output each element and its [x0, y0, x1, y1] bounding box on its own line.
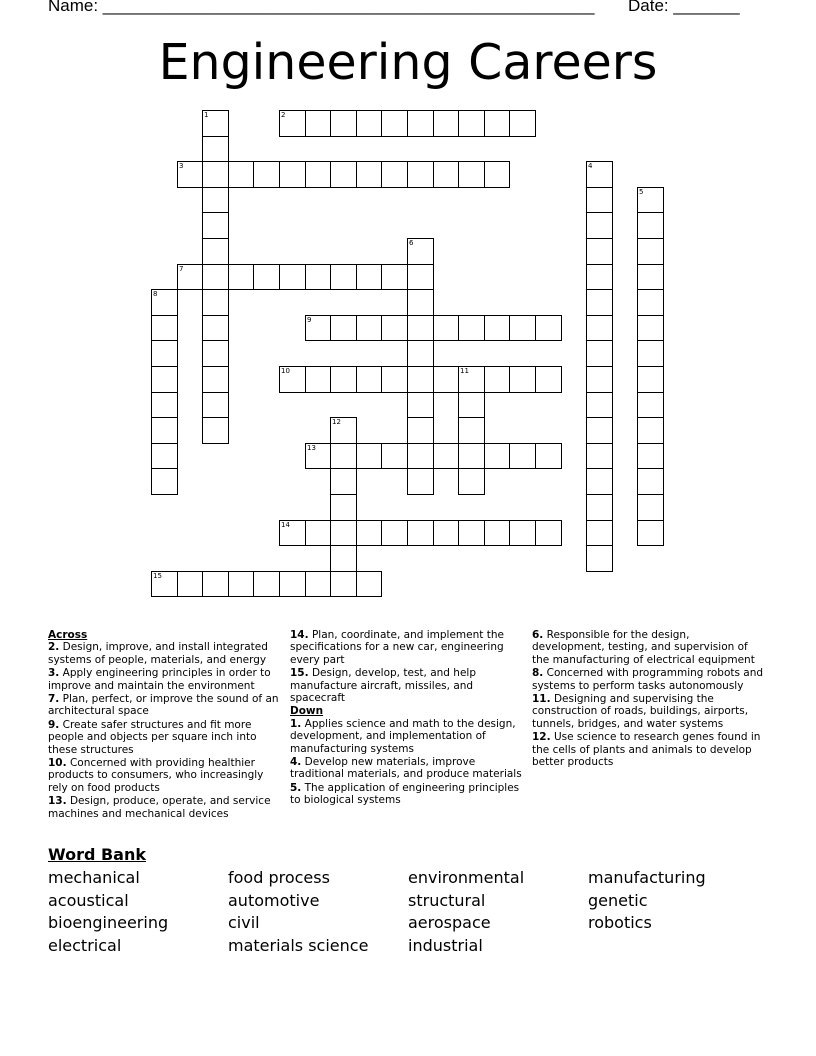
crossword-cell[interactable]	[637, 238, 664, 265]
crossword-cell[interactable]	[202, 315, 229, 341]
clue-number: 3.	[48, 667, 60, 680]
clue-number-label: 11	[460, 367, 469, 375]
crossword-cell[interactable]	[637, 468, 664, 495]
crossword-cell[interactable]	[637, 443, 664, 469]
crossword-cell[interactable]	[279, 264, 306, 290]
crossword-cell[interactable]	[509, 110, 536, 137]
crossword-cell[interactable]	[330, 264, 357, 290]
crossword-cell[interactable]	[586, 545, 613, 572]
crossword-cell[interactable]	[356, 520, 382, 546]
crossword-cell[interactable]	[586, 315, 613, 341]
crossword-cell[interactable]	[509, 443, 536, 469]
across-heading: Across	[48, 629, 88, 641]
clue-text: Applies science and math to the design, development, and implementation of manufacturing systems	[290, 717, 516, 755]
clues-column-2	[290, 629, 526, 808]
crossword-cell[interactable]	[637, 366, 664, 393]
crossword-cell[interactable]	[330, 571, 357, 597]
crossword-cell[interactable]	[279, 520, 306, 546]
crossword-cell[interactable]	[586, 468, 613, 495]
crossword-cell[interactable]	[177, 571, 203, 597]
crossword-cell[interactable]	[202, 340, 229, 367]
clue-number-label: 2	[281, 111, 286, 119]
clue-down-4	[290, 756, 526, 781]
crossword-cell[interactable]	[484, 443, 510, 469]
clue-number-label: 14	[281, 521, 290, 529]
clue-number: 13.	[48, 795, 67, 808]
crossword-cell[interactable]	[586, 443, 613, 469]
clue-number: 9.	[48, 718, 60, 731]
crossword-cell[interactable]	[305, 315, 331, 341]
crossword-cell[interactable]	[279, 110, 306, 137]
crossword-cell[interactable]	[458, 417, 485, 444]
crossword-cell[interactable]	[637, 212, 664, 239]
crossword-cell[interactable]	[509, 315, 536, 341]
crossword-cell[interactable]	[407, 366, 434, 393]
clue-across-2	[48, 641, 280, 666]
crossword-cell[interactable]	[202, 392, 229, 418]
clue-number-label: 12	[332, 418, 341, 426]
clue-across-13	[48, 795, 280, 820]
crossword-cell[interactable]	[407, 340, 434, 367]
clue-across-14	[290, 629, 526, 666]
clue-number: 10.	[48, 757, 67, 770]
crossword-cell[interactable]	[330, 520, 357, 546]
clue-text: The application of engineering principles to biological systems	[290, 781, 520, 807]
clues-column-3	[532, 629, 764, 769]
crossword-cell[interactable]	[202, 289, 229, 316]
crossword-cell[interactable]	[356, 264, 382, 290]
crossword-cell[interactable]	[228, 264, 254, 290]
crossword-cell[interactable]	[356, 443, 382, 469]
clue-number: 14.	[290, 629, 309, 641]
clue-number: 5.	[290, 781, 302, 794]
clue-down-1	[290, 718, 526, 755]
crossword-cell[interactable]	[637, 417, 664, 444]
crossword-cell[interactable]	[586, 212, 613, 239]
crossword-cell[interactable]	[586, 289, 613, 316]
crossword-cell[interactable]	[151, 340, 178, 367]
clue-text: Develop new materials, improve traditional materials, and produce materials	[290, 756, 522, 781]
crossword-cell[interactable]	[177, 264, 203, 290]
crossword-cell[interactable]	[253, 571, 280, 597]
word-bank-item: robotics	[588, 913, 652, 933]
word-bank-item: acoustical	[48, 890, 129, 910]
crossword-cell[interactable]	[586, 187, 613, 213]
clue-number-label: 15	[153, 572, 162, 580]
crossword-cell[interactable]	[433, 520, 459, 546]
clue-across-3	[48, 667, 280, 692]
crossword-cell[interactable]	[330, 468, 357, 495]
crossword-cell[interactable]	[151, 417, 178, 444]
crossword-cell[interactable]	[177, 161, 203, 188]
crossword-cell[interactable]	[202, 264, 229, 290]
crossword-cell[interactable]	[228, 571, 254, 597]
word-bank-item: genetic	[588, 890, 648, 910]
clue-text: Plan, coordinate, and implement the specifications for a new car, engineering every part	[290, 629, 504, 666]
crossword-cell[interactable]	[484, 161, 510, 188]
clue-text: Design, develop, test, and help manufacture aircraft, missiles, and spacecraft	[290, 667, 476, 705]
clue-text: Concerned with providing healthier products to consumers, who increasingly rely on food products	[48, 757, 264, 794]
date-field[interactable]: Date: _______	[628, 0, 740, 15]
clues-column-1	[48, 629, 280, 821]
clue-down-11	[532, 693, 764, 730]
clue-number: 8.	[532, 667, 544, 680]
clue-text: Design, produce, operate, and service machines and mechanical devices	[48, 795, 271, 820]
header	[48, 0, 768, 22]
crossword-cell[interactable]	[330, 110, 357, 137]
word-bank-title: Word Bank	[48, 845, 147, 864]
word-bank-item: automotive	[228, 890, 320, 910]
crossword-cell[interactable]	[356, 161, 382, 188]
crossword-cell[interactable]	[356, 315, 382, 341]
crossword-cell[interactable]	[228, 161, 254, 188]
crossword-cell[interactable]	[535, 366, 562, 393]
crossword-cell[interactable]	[586, 417, 613, 444]
crossword-cell[interactable]	[509, 366, 536, 393]
clue-across-9	[48, 719, 280, 756]
clue-text: Plan, perfect, or improve the sound of an architectural space	[48, 693, 279, 718]
clue-number-label: 8	[153, 290, 158, 298]
crossword-cell[interactable]	[202, 161, 229, 188]
crossword-cell[interactable]	[381, 161, 408, 188]
crossword-cell[interactable]	[407, 110, 434, 137]
crossword-cell[interactable]	[279, 161, 306, 188]
crossword-cell[interactable]	[381, 264, 408, 290]
clue-text: Apply engineering principles in order to improve and maintain the environment	[48, 667, 271, 692]
page-title: Engineering Careers	[158, 34, 658, 91]
crossword-cell[interactable]	[407, 315, 434, 341]
crossword-cell[interactable]	[433, 110, 459, 137]
clue-number-label: 9	[307, 316, 312, 324]
crossword-cell[interactable]	[637, 494, 664, 521]
clue-number: 1.	[290, 717, 302, 730]
crossword-cell[interactable]	[381, 520, 408, 546]
word-bank	[48, 868, 768, 959]
crossword-cell[interactable]	[586, 161, 613, 188]
crossword-cell[interactable]	[151, 468, 178, 495]
crossword-cell[interactable]	[356, 571, 382, 597]
crossword-cell[interactable]	[330, 417, 357, 444]
crossword-cell[interactable]	[407, 520, 434, 546]
word-bank-item: industrial	[408, 936, 483, 956]
crossword-cell[interactable]	[535, 443, 562, 469]
crossword-cell[interactable]	[151, 571, 178, 597]
crossword-cell[interactable]	[586, 392, 613, 418]
crossword-cell[interactable]	[458, 161, 485, 188]
word-bank-item: food process	[228, 868, 330, 887]
clue-number: 6.	[532, 629, 544, 641]
clue-down-5	[290, 782, 526, 807]
clue-text: Designing and supervising the construction of roads, buildings, airports, tunnels, bridges, and water systems	[532, 693, 749, 730]
crossword-cell[interactable]	[330, 161, 357, 188]
crossword-cell[interactable]	[151, 392, 178, 418]
crossword-cell[interactable]	[381, 366, 408, 393]
crossword-cell[interactable]	[433, 443, 459, 469]
word-bank-item: materials science	[228, 936, 369, 956]
crossword-cell[interactable]	[484, 520, 510, 546]
crossword-cell[interactable]	[202, 187, 229, 213]
crossword-cell[interactable]	[151, 289, 178, 316]
crossword-cell[interactable]	[407, 289, 434, 316]
crossword-cell[interactable]	[586, 264, 613, 290]
clue-down-12	[532, 731, 764, 768]
crossword-cell[interactable]	[305, 264, 331, 290]
word-bank-item: mechanical	[48, 868, 140, 887]
crossword-cell[interactable]	[407, 264, 434, 290]
crossword-cell[interactable]	[305, 366, 331, 393]
crossword-cell[interactable]	[407, 417, 434, 444]
crossword-cell[interactable]	[637, 315, 664, 341]
crossword-cell[interactable]	[330, 315, 357, 341]
clue-text: Design, improve, and install integrated systems of people, materials, and energy	[48, 641, 268, 666]
word-bank-item: civil	[228, 913, 260, 933]
crossword-cell[interactable]	[305, 571, 331, 597]
clue-number-label: 10	[281, 367, 290, 375]
clue-number: 15.	[290, 667, 309, 680]
crossword-cell[interactable]	[330, 494, 357, 521]
name-field[interactable]: Name: ____________________________________________________	[48, 0, 595, 15]
crossword-cell[interactable]	[356, 366, 382, 393]
crossword-cell[interactable]	[535, 315, 562, 341]
crossword-cell[interactable]	[637, 392, 664, 418]
crossword-cell[interactable]	[151, 443, 178, 469]
crossword-cell[interactable]	[202, 212, 229, 239]
clue-number: 4.	[290, 756, 302, 769]
crossword-cell[interactable]	[253, 161, 280, 188]
clue-number: 7.	[48, 693, 60, 706]
crossword-cell[interactable]	[586, 520, 613, 546]
crossword-cell[interactable]	[433, 366, 459, 393]
crossword-cell[interactable]	[637, 187, 664, 213]
crossword-cell[interactable]	[458, 520, 485, 546]
crossword-cell[interactable]	[381, 110, 408, 137]
crossword-cell[interactable]	[356, 110, 382, 137]
crossword-cell[interactable]	[458, 315, 485, 341]
crossword-cell[interactable]	[433, 161, 459, 188]
word-bank-item: manufacturing	[588, 868, 706, 887]
clue-down-6	[532, 629, 764, 666]
crossword-cell[interactable]	[458, 468, 485, 495]
crossword-cell[interactable]	[458, 110, 485, 137]
clue-number-label: 1	[204, 111, 209, 119]
crossword-cell[interactable]	[381, 443, 408, 469]
clue-number-label: 5	[639, 188, 644, 196]
word-bank-item: bioengineering	[48, 913, 169, 933]
crossword-cell[interactable]	[586, 494, 613, 521]
word-bank-item: structural	[408, 890, 486, 910]
crossword-cell[interactable]	[458, 443, 485, 469]
crossword-cell[interactable]	[535, 520, 562, 546]
crossword-cell[interactable]	[202, 366, 229, 393]
crossword-cell[interactable]	[407, 468, 434, 495]
word-bank-item: electrical	[48, 936, 122, 956]
clue-across-10	[48, 757, 280, 794]
crossword-cell[interactable]	[305, 110, 331, 137]
crossword-cell[interactable]	[330, 545, 357, 572]
crossword-cell[interactable]	[305, 520, 331, 546]
crossword-cell[interactable]	[305, 443, 331, 469]
crossword-cell[interactable]	[381, 315, 408, 341]
crossword-cell[interactable]	[279, 571, 306, 597]
crossword-cell[interactable]	[484, 110, 510, 137]
clue-text: Responsible for the design, development, testing, and supervision of the manufacturing of electrical equipment	[532, 629, 755, 666]
down-heading: Down	[290, 705, 324, 718]
crossword-cell[interactable]	[407, 392, 434, 418]
crossword-cell[interactable]	[151, 315, 178, 341]
crossword-cell[interactable]	[484, 366, 510, 393]
clue-number-label: 3	[179, 162, 184, 170]
clue-across-15	[290, 667, 526, 704]
clue-number-label: 6	[409, 239, 414, 247]
clue-number-label: 7	[179, 265, 184, 273]
crossword-cell[interactable]	[484, 315, 510, 341]
clue-number: 12.	[532, 731, 551, 744]
crossword-cell[interactable]	[330, 443, 357, 469]
crossword-cell[interactable]	[637, 340, 664, 367]
crossword-cell[interactable]	[586, 366, 613, 393]
crossword-cell[interactable]	[433, 315, 459, 341]
crossword-cell[interactable]	[407, 443, 434, 469]
word-bank-item: aerospace	[408, 913, 491, 933]
crossword-cell[interactable]	[407, 161, 434, 188]
clue-text: Use science to research genes found in the cells of plants and animals to develop better products	[532, 731, 761, 769]
crossword-cell[interactable]	[637, 520, 664, 546]
crossword-cell[interactable]	[305, 161, 331, 188]
crossword-cell[interactable]	[202, 136, 229, 162]
clue-number: 2.	[48, 641, 60, 654]
crossword-cell[interactable]	[202, 238, 229, 265]
clue-number-label: 4	[588, 162, 593, 170]
crossword-cell[interactable]	[253, 264, 280, 290]
crossword-cell[interactable]	[637, 264, 664, 290]
crossword-cell[interactable]	[202, 571, 229, 597]
crossword-cell[interactable]	[330, 366, 357, 393]
clue-across-7	[48, 693, 280, 718]
clue-text: Concerned with programming robots and systems to perform tasks autonomously	[532, 667, 764, 692]
clue-number: 11.	[532, 693, 551, 706]
word-bank-item: environmental	[408, 868, 525, 887]
crossword-cell[interactable]	[458, 392, 485, 418]
crossword-cell[interactable]	[458, 366, 485, 393]
crossword-cell[interactable]	[586, 238, 613, 265]
crossword-cell[interactable]	[407, 238, 434, 265]
crossword-cell[interactable]	[279, 366, 306, 393]
crossword-cell[interactable]	[202, 110, 229, 137]
crossword-cell[interactable]	[586, 340, 613, 367]
clue-down-8	[532, 667, 764, 692]
crossword-cell[interactable]	[509, 520, 536, 546]
clue-text: Create safer structures and fit more people and objects per square inch into these structures	[48, 718, 257, 756]
crossword-cell[interactable]	[151, 366, 178, 393]
crossword-cell[interactable]	[637, 289, 664, 316]
crossword-cell[interactable]	[202, 417, 229, 444]
clue-number-label: 13	[307, 444, 316, 452]
